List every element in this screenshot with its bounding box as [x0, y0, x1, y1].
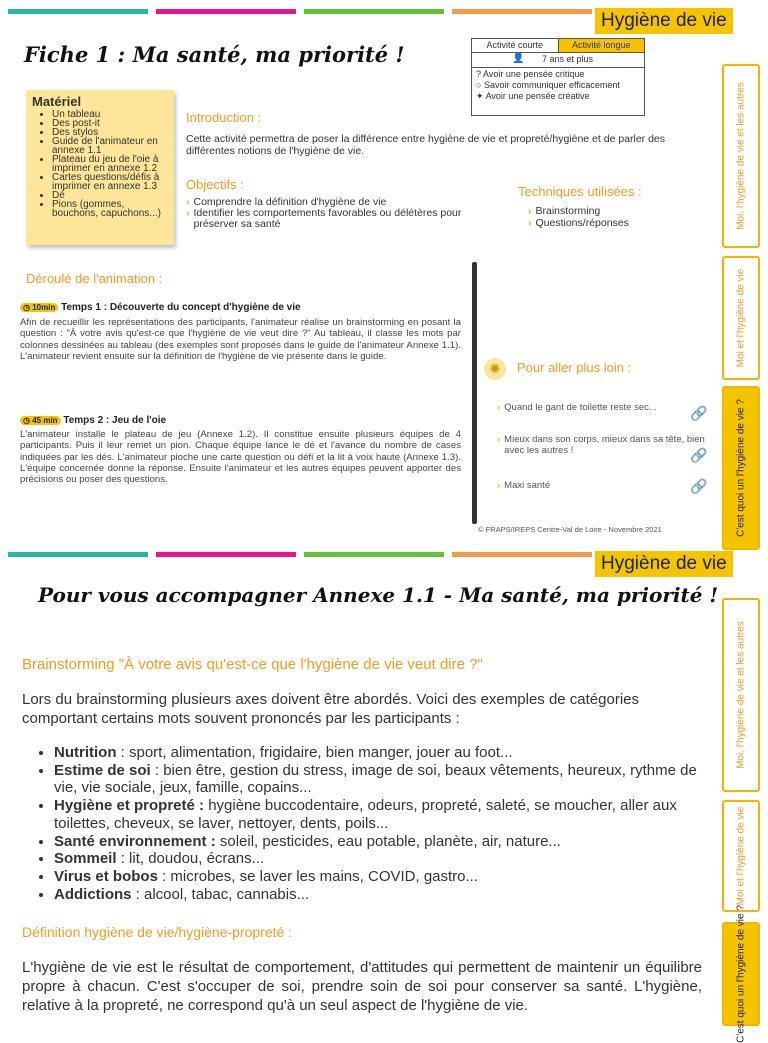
intro-text: Cette activité permettra de poser la différence entre hygiène de vie et propreté/hygiène et de parler des différentes notions de l'hygiène de vie.: [186, 133, 666, 157]
temps2-duration: 45 min: [32, 416, 58, 425]
user-icon: 👤: [512, 53, 525, 64]
category-item: • Virus et bobos : microbes, se laver les mains, COVID, gastro...: [54, 868, 724, 886]
side-banner-3: C'est quoi un l'hygiène de vie ?: [722, 386, 760, 550]
plus-loin-item-2[interactable]: › Mieux dans son corps, mieux dans sa tête, bien avec les autres !: [497, 434, 705, 456]
clock-icon: ◷ 10min: [20, 303, 58, 312]
top-bar-teal: [8, 552, 148, 557]
materiel-item: • Un tableau: [52, 110, 170, 119]
category-item: • Hygiène et propreté : hygiène buccodentaire, odeurs, propreté, saleté, se moucher, aller aux toilettes, cheveux, se laver, nettoyer, dents, poils...: [54, 797, 724, 832]
temps2-header: [20, 415, 166, 426]
top-bar-green: [304, 552, 444, 557]
intro-title: Introduction :: [186, 110, 262, 125]
materiel-item: • Des stylos: [52, 128, 170, 137]
techniques-title: Techniques utilisées :: [518, 184, 642, 199]
chevron-icon: ›: [186, 207, 190, 219]
materiel-item: • Plateau du jeu de l'oie à imprimer en annexe 1.2: [52, 155, 170, 173]
technique-item: Brainstorming: [535, 205, 601, 217]
materiel-list: [26, 110, 174, 218]
chevron-icon: ›: [497, 434, 501, 445]
bulb-icon: ✺: [484, 358, 506, 380]
section-tag: Hygiène de vie: [595, 8, 733, 34]
top-bar-orange: [452, 9, 592, 14]
top-bar-orange: [452, 552, 592, 557]
side-banner-2: Moi et l'hygiène de vie: [722, 800, 760, 912]
brainstorm-intro: Lors du brainstorming plusieurs axes doivent être abordés. Voici des exemples de catégories comportant certains mots souvent prononcés par les participants :: [22, 691, 640, 727]
materiel-item: • Des post-it: [52, 119, 170, 128]
link-icon[interactable]: 🔗: [690, 447, 708, 463]
materiel-item: • Guide de l'animateur en annexe 1.1: [52, 137, 170, 155]
activity-short: Activité courte: [486, 40, 544, 50]
chevron-icon: ›: [528, 217, 532, 229]
top-bar-green: [304, 9, 444, 14]
lightbulb-icon: ✦: [476, 91, 484, 101]
objectifs-list: [186, 197, 476, 230]
top-bar-teal: [8, 9, 148, 14]
deroule-title: Déroulé de l'animation :: [26, 271, 163, 286]
plus-loin-title: Pour aller plus loin :: [517, 360, 632, 375]
materiel-item: • Dé: [52, 191, 170, 200]
speech-icon: ○: [476, 80, 482, 90]
plus-loin-item-1[interactable]: › Quand le gant de toilette reste sec...: [497, 402, 657, 413]
temps2-title: Temps 2 : Jeu de l'oie: [63, 415, 167, 426]
brainstorm-title: Brainstorming "À votre avis qu'est-ce que l'hygiène de vie veut dire ?": [22, 656, 483, 673]
temps2-text: L'animateur installe le plateau de jeu (Annexe 1.2). Il constitue ensuite plusieurs équipes de 4 participants. Puis il leur remet un pion. Chaque équipe lance le dé et l'avance du nombre de cases indiquées par les dés. L'animateur pioche une carte question ou défi et la lit à voix haute (Annexe 1.3). L'équipe concernée donne la réponse. Ensuite l'animateur et les autres équipes peuvent apporter des précisions ou poser des questions.: [20, 429, 461, 486]
category-item: • Addictions : alcool, tabac, cannabis...: [54, 886, 724, 904]
technique-item: Questions/réponses: [535, 217, 629, 229]
category-item: • Nutrition : sport, alimentation, frigidaire, bien manger, jouer au foot...: [54, 744, 724, 762]
temps1-text: Afin de recueillir les représentations des participants, l'animateur réalise un brainstorming en posant la question : "À votre avis qu'est-ce que l'hygiène de vie veut dire ?" Au tableau, il classe les mots par colonnes dessinées au tableau (des exemples sont proposés dans le guide de l'animateur Annexe 1.1). L'animateur revient ensuite sur la définition de l'hygiène de vie présente dans le guide.: [20, 317, 461, 362]
temps1-title: Temps 1 : Découverte du concept d'hygiène de vie: [61, 302, 301, 313]
chevron-icon: ›: [497, 402, 501, 413]
objectif-item: Comprendre la définition d'hygiène de vie: [193, 196, 387, 208]
chevron-icon: ›: [528, 205, 532, 217]
side-banner-2: Moi et l'hygiène de vie: [722, 256, 760, 380]
side-banner-1: Moi, l'hygiène de vie et les autres: [722, 598, 760, 792]
materiel-item: • Pions (gommes, bouchons, capuchons...): [52, 200, 170, 218]
definition-title: Définition hygiène de vie/hygiène-propreté :: [22, 924, 293, 940]
side-banner-3: C'est quoi un l'hygiène de vie ?: [722, 922, 760, 1026]
section-tag: Hygiène de vie: [595, 551, 733, 577]
vertical-divider: [472, 262, 477, 524]
age-label: 7 ans et plus: [542, 54, 594, 64]
top-bar-pink: [156, 9, 296, 14]
page-title: Fiche 1 : Ma santé, ma priorité !: [24, 42, 405, 67]
definition-text: L'hygiène de vie est le résultat de comportement, d'attitudes qui permettent de maintenir un équilibre propre à chacun. C'est s'occuper de soi, prendre soin de soi pour conserver sa santé. L'hygiène, relative à la propreté, ne correspond qu'à un seul aspect de l'hygiène de vie.: [22, 959, 702, 1014]
link-icon[interactable]: 🔗: [690, 478, 708, 494]
activity-box: [471, 38, 645, 116]
plus-loin-item-3[interactable]: › Maxi santé: [497, 480, 551, 491]
question-icon: ?: [476, 69, 482, 79]
categories-list: [36, 744, 724, 903]
skill-3: Avoir une pensée créative: [485, 91, 590, 101]
chevron-icon: ›: [497, 480, 501, 491]
skill-1: Avoir une pensée critique: [483, 69, 585, 79]
materiel-box: [26, 90, 174, 245]
category-item: • Estime de soi : bien être, gestion du stress, image de soi, beaux vêtements, heureux, rythme de vie, vie sociale, jeux, famille, copains...: [54, 762, 724, 797]
temps1-duration: 10min: [32, 303, 56, 312]
skill-2: Savoir communiquer efficacement: [483, 80, 620, 90]
copyright: © FRAPS/IREPS Centre-Val de Loire - Novembre 2021: [478, 525, 662, 534]
page-title: Pour vous accompagner Annexe 1.1 - Ma santé, ma priorité !: [38, 583, 719, 607]
objectif-item: Identifier les comportements favorables ou délétères pour préserver sa santé: [193, 207, 462, 230]
techniques-list: [528, 205, 629, 229]
materiel-title: Matériel: [32, 94, 82, 109]
link-icon[interactable]: 🔗: [690, 405, 708, 421]
clock-icon: ◷ 45 min: [20, 416, 61, 425]
temps1-header: [20, 302, 301, 313]
materiel-item: • Cartes questions/défis à imprimer en annexe 1.3: [52, 173, 170, 191]
activity-long: Activité longue: [558, 39, 645, 52]
side-banner-1: Moi, l'hygiène de vie et les autres: [722, 64, 760, 248]
top-bar-pink: [156, 552, 296, 557]
category-item: • Sommeil : lit, doudou, écrans...: [54, 850, 724, 868]
category-item: • Santé environnement : soleil, pesticides, eau potable, planète, air, nature...: [54, 833, 724, 851]
objectifs-title: Objectifs :: [186, 177, 244, 192]
chevron-icon: ›: [186, 196, 190, 208]
